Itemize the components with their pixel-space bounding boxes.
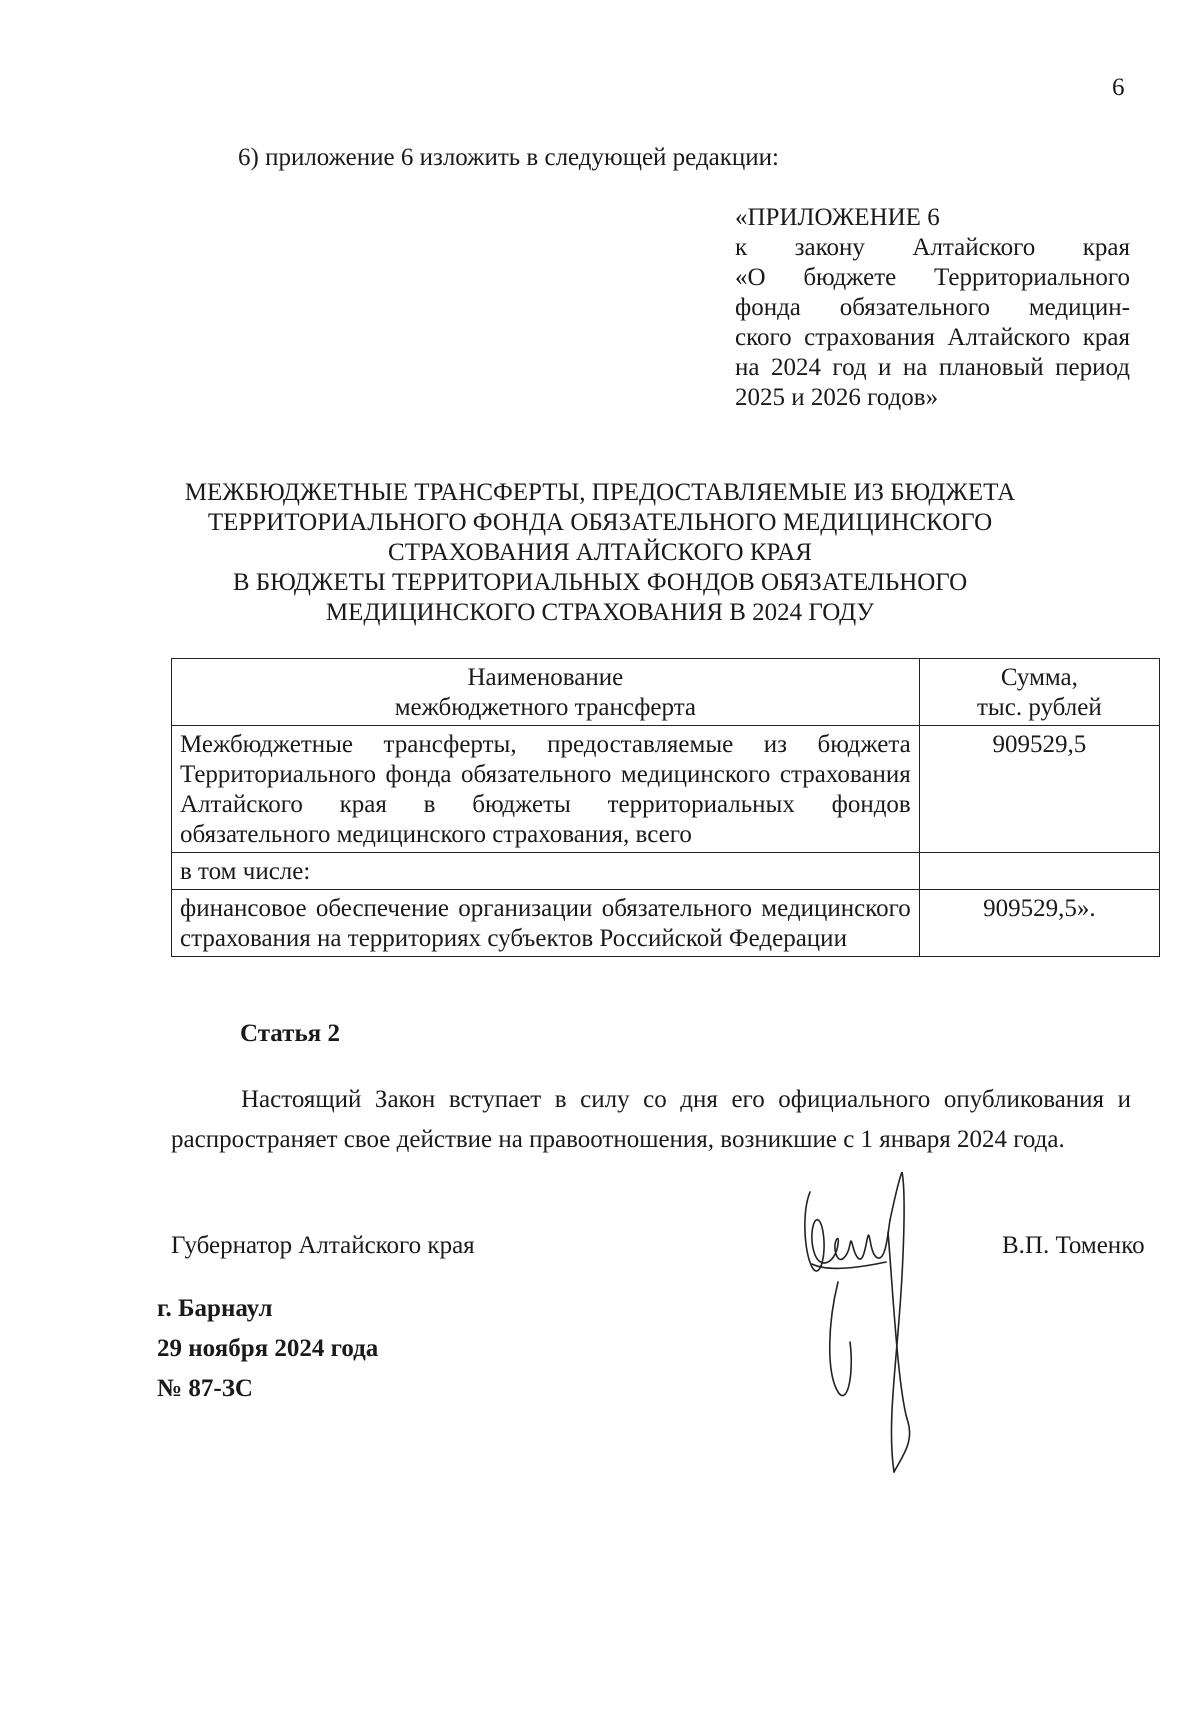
article-text: Настоящий Закон вступает в силу со дня его официального опубликования и распространяет свое действие на правоотношения, возникшие с 1 января 2024 года. <box>171 1086 1131 1153</box>
annex-line: 2025 и 2026 годов» <box>735 384 939 411</box>
row-sum: 909529,5». <box>919 890 1159 957</box>
row-name: в том числе: <box>172 853 920 890</box>
amendment-intro: 6) приложение 6 изложить в следующей редакции: <box>238 144 779 171</box>
title-line: МЕДИЦИНСКОГО СТРАХОВАНИЯ В 2024 ГОДУ <box>325 599 875 626</box>
annex-line: ского страхования Алтайского края <box>735 324 1130 351</box>
city: г. Барнаул <box>157 1295 273 1322</box>
title-line: В БЮДЖЕТЫ ТЕРРИТОРИАЛЬНЫХ ФОНДОВ ОБЯЗАТЕЛЬНОГО <box>232 569 968 596</box>
title-line: МЕЖБЮДЖЕТНЫЕ ТРАНСФЕРТЫ, ПРЕДОСТАВЛЯЕМЫЕ ИЗ БЮДЖЕТА <box>184 479 1016 506</box>
page-number: 6 <box>1112 74 1125 101</box>
title-line: СТРАХОВАНИЯ АЛТАЙСКОГО КРАЯ <box>388 539 812 566</box>
signature-image <box>798 1172 938 1482</box>
table-header-row <box>172 659 1160 726</box>
table-row <box>172 890 1160 957</box>
row-sum <box>919 853 1159 890</box>
signatory-role: Губернатор Алтайского края <box>171 1232 475 1259</box>
table-row <box>172 853 1160 890</box>
row-sum: 909529,5 <box>919 726 1159 853</box>
annex-reference <box>735 203 1130 413</box>
signatory-name: В.П. Томенко <box>1002 1232 1145 1259</box>
table-row <box>172 726 1160 853</box>
row-name: Межбюджетные трансферты, предоставляемые из бюджета Территориального фонда обязательного медицинского страхования Алтайского края в бюджеты территориальных фондов обязательного медицинского страхования, всего <box>172 726 920 853</box>
header-sum-line: Сумма, <box>1000 664 1078 691</box>
annex-line: на 2024 год и на плановый период <box>735 354 1130 381</box>
header-sum-line: тыс. рублей <box>977 694 1102 721</box>
header-sum <box>919 659 1159 726</box>
header-name-line: Наименование <box>467 664 624 691</box>
place-date-number <box>157 1289 378 1409</box>
law-number: № 87-ЗС <box>157 1375 253 1402</box>
annex-heading: «ПРИЛОЖЕНИЕ 6 <box>735 204 940 231</box>
header-name <box>172 659 920 726</box>
title-line: ТЕРРИТОРИАЛЬНОГО ФОНДА ОБЯЗАТЕЛЬНОГО МЕДИЦИНСКОГО <box>207 509 993 536</box>
header-name-line: межбюджетного трансферта <box>394 694 697 721</box>
annex-line: фонда обязательного медицин- <box>735 294 1130 321</box>
annex-line: «О бюджете Территориального <box>735 264 1130 291</box>
row-name: финансовое обеспечение организации обязательного медицинского страхования на территориях субъектов Российской Федерации <box>172 890 920 957</box>
document-title <box>150 478 1050 628</box>
transfers-table <box>171 658 1160 957</box>
date: 29 ноября 2024 года <box>157 1335 379 1362</box>
annex-line: к закону Алтайского края <box>735 234 1130 261</box>
article-title: Статья 2 <box>240 1020 340 1047</box>
